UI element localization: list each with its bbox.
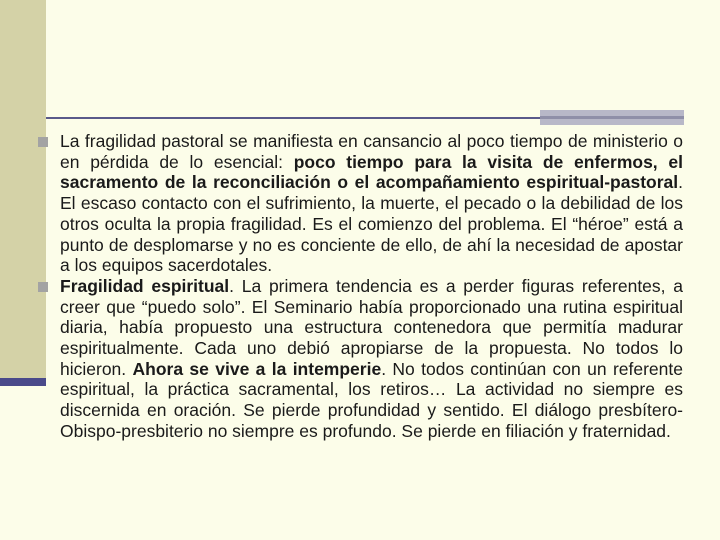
bullet-item-espiritual bbox=[38, 276, 683, 442]
title-divider-block-line bbox=[540, 116, 684, 119]
bullet-bold-text: Fragilidad espiritual bbox=[60, 275, 230, 296]
square-bullet-icon bbox=[38, 137, 48, 147]
square-bullet-icon bbox=[38, 282, 48, 292]
bullet-bold-text: poco tiempo para la visita de enfermos, el sacramento de la reconciliación o el acompañamiento espiritual-pastoral bbox=[60, 151, 684, 193]
slide-body bbox=[38, 131, 683, 442]
bullet-item-pastoral bbox=[38, 131, 683, 276]
bullet-text: . El escaso contacto con el sufrimiento, la muerte, el pecado o la debilidad de los otros oculta la propia fragilidad. Es el comienzo del problema. El “héroe” está a punto de desplomarse y no es conciente de ello, de ahí la necesidad de apostar a los equipos sacerdotales. bbox=[60, 172, 683, 276]
title-divider-line bbox=[46, 117, 540, 119]
bullet-text: La fragilidad pastoral se manifiesta en cansancio al poco tiempo de ministerio o en pérdida de lo esencial: bbox=[60, 131, 683, 172]
bullet-text: . No todos continúan con un referente espiritual, la práctica sacramental, los retiros… La actividad no siempre es discernida en oración. Se pierde profundidad y sentido. El diálogo presbítero-Obispo-presbiterio no siempre es profundo. Se pierde en filiación y fraternidad. bbox=[60, 358, 683, 441]
bullet-bold-text: Ahora se vive a la intemperie bbox=[132, 358, 382, 379]
bullet-text: . La primera tendencia es a perder figuras referentes, a creer que “puedo solo”. El Seminario había proporcionado una rutina espiritual diaria, había propuesto una estructura contenedora que permitía madurar espiritualmente. Cada uno debió apropiarse de la propuesta. No todos lo hicieron. bbox=[60, 275, 683, 379]
